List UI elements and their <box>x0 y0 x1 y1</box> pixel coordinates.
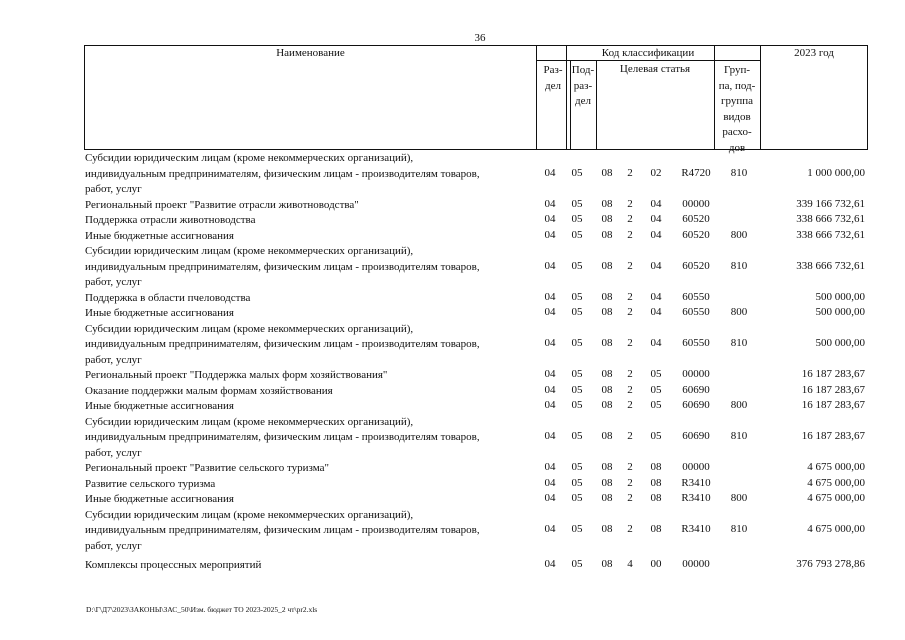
header-year: 2023 год <box>794 47 834 59</box>
cell-rz: 04 <box>544 306 556 318</box>
cell-amount: 4 675 000,00 <box>807 523 865 535</box>
cell-cs3: 04 <box>650 337 662 349</box>
row-name-line: работ, услуг <box>85 353 142 366</box>
cell-cs2: 2 <box>627 383 633 396</box>
cell-rz: 04 <box>544 476 556 489</box>
cell-cs1: 08 <box>601 306 613 318</box>
cell-vr: 810 <box>730 259 748 272</box>
cell-rz: 04 <box>544 213 556 225</box>
cell-cs2: 2 <box>627 430 633 442</box>
cell-cs1: 08 <box>601 213 613 225</box>
row-name <box>85 415 535 462</box>
cell-cs2: 2 <box>627 213 633 225</box>
row-name-line: Субсидии юридическим лицам (кроме некоммерческих организаций), <box>85 245 414 257</box>
cell-amount: 4 675 000,00 <box>807 476 865 489</box>
cell-amount: 4 675 000,00 <box>807 461 865 473</box>
cell-cs4: 60550 <box>682 290 710 303</box>
cell-cs1: 08 <box>601 399 613 411</box>
row-name-line: работ, услуг <box>85 183 142 195</box>
cell-amount: 338 666 732,61 <box>796 213 865 225</box>
row-name <box>85 151 535 198</box>
cell-cs4: 60520 <box>682 259 710 272</box>
cell-pr: 05 <box>571 259 583 272</box>
cell-cs2: 2 <box>627 306 633 318</box>
cell-cs1: 08 <box>601 228 613 241</box>
cell-pr: 05 <box>571 337 583 349</box>
cell-cs3: 02 <box>650 166 662 179</box>
cell-pr: 05 <box>571 461 583 473</box>
table-row <box>0 477 905 493</box>
row-name <box>85 322 535 369</box>
cell-rz: 04 <box>544 197 556 210</box>
cell-pr: 05 <box>571 383 583 396</box>
cell-cs3: 08 <box>650 523 662 535</box>
cell-cs2: 4 <box>627 558 633 570</box>
cell-rz: 04 <box>544 558 556 570</box>
cell-vr: 810 <box>730 523 748 535</box>
row-name-line: Субсидии юридическим лицам (кроме некоммерческих организаций), <box>85 322 414 335</box>
cell-cs2: 2 <box>627 228 633 241</box>
cell-cs2: 2 <box>627 476 633 489</box>
row-name-line: Региональный проект "Развитие отрасли животноводства" <box>85 198 359 211</box>
row-name-line: Субсидии юридическим лицам (кроме некоммерческих организаций), <box>85 152 414 164</box>
row-name-line: индивидуальным предпринимателям, физическим лицам - производителям товаров, <box>85 167 480 180</box>
cell-cs3: 04 <box>650 197 662 210</box>
cell-cs4: 00000 <box>682 461 710 473</box>
cell-cs1: 08 <box>601 430 613 442</box>
cell-cs3: 04 <box>650 228 662 241</box>
cell-rz: 04 <box>544 290 556 303</box>
table-row <box>0 229 905 245</box>
cell-vr: 810 <box>730 430 748 442</box>
table-row <box>0 492 905 508</box>
table-row <box>0 399 905 415</box>
header-classification-code: Код классификации <box>601 47 695 59</box>
cell-pr: 05 <box>571 476 583 489</box>
cell-amount: 338 666 732,61 <box>796 259 865 272</box>
cell-cs1: 08 <box>601 197 613 210</box>
cell-cs1: 08 <box>601 166 613 179</box>
row-name-line: Иные бюджетные ассигнования <box>85 229 234 242</box>
header-section <box>536 63 570 94</box>
row-name-line: работ, услуг <box>85 446 142 459</box>
table-row <box>0 151 905 198</box>
section-line: Раз- <box>543 64 563 76</box>
cell-vr: 810 <box>730 166 748 179</box>
cell-vr: 800 <box>730 399 748 411</box>
row-name <box>85 244 535 291</box>
cell-cs3: 05 <box>650 383 662 396</box>
cell-cs4: 60690 <box>682 399 710 411</box>
cell-cs1: 08 <box>601 259 613 272</box>
cell-cs2: 2 <box>627 166 633 179</box>
cell-pr: 05 <box>571 166 583 179</box>
cell-amount: 1 000 000,00 <box>807 166 865 179</box>
group-line: дов <box>728 141 746 154</box>
cell-pr: 05 <box>571 290 583 303</box>
row-name-line: Поддержка отрасли животноводства <box>85 214 256 226</box>
row-name-line: Комплексы процессных мероприятий <box>85 559 262 571</box>
page-number: 36 <box>474 32 486 44</box>
cell-rz: 04 <box>544 337 556 349</box>
cell-amount: 16 187 283,67 <box>801 383 865 396</box>
table-row <box>0 384 905 400</box>
cell-cs1: 08 <box>601 368 613 380</box>
row-name <box>85 508 535 555</box>
cell-rz: 04 <box>544 492 556 504</box>
cell-cs2: 2 <box>627 337 633 349</box>
cell-cs2: 2 <box>627 259 633 272</box>
cell-cs4: 00000 <box>682 368 710 380</box>
cell-amount: 16 187 283,67 <box>801 430 865 442</box>
cell-cs4: R3410 <box>681 523 711 535</box>
row-name-line: Региональный проект "Поддержка малых форм хозяйствования" <box>85 369 388 381</box>
cell-cs2: 2 <box>627 523 633 535</box>
cell-cs3: 04 <box>650 213 662 225</box>
cell-amount: 338 666 732,61 <box>796 228 865 241</box>
cell-cs3: 04 <box>650 306 662 318</box>
cell-amount: 4 675 000,00 <box>807 492 865 504</box>
row-name <box>85 229 535 245</box>
section-line: дел <box>545 79 561 92</box>
cell-cs4: 60520 <box>682 213 710 225</box>
group-line: группа <box>720 95 754 107</box>
table-row <box>0 198 905 214</box>
table-header <box>84 45 868 154</box>
cell-cs4: 60520 <box>682 228 710 241</box>
cell-cs4: 60690 <box>682 383 710 396</box>
row-name <box>85 399 535 415</box>
cell-vr: 810 <box>730 337 748 349</box>
cell-cs1: 08 <box>601 558 613 570</box>
cell-cs3: 00 <box>650 558 662 570</box>
row-name-line: работ, услуг <box>85 276 142 288</box>
cell-amount: 339 166 732,61 <box>796 197 865 210</box>
table-row <box>0 368 905 384</box>
table-row <box>0 558 905 574</box>
row-name <box>85 368 535 384</box>
cell-cs2: 2 <box>627 368 633 380</box>
cell-pr: 05 <box>571 558 583 570</box>
subsection-line: дел <box>575 95 591 107</box>
cell-cs3: 05 <box>650 399 662 411</box>
cell-cs3: 05 <box>650 368 662 380</box>
cell-cs3: 05 <box>650 430 662 442</box>
cell-amount: 500 000,00 <box>815 337 865 349</box>
cell-vr: 800 <box>730 228 748 241</box>
table-row <box>0 322 905 369</box>
cell-cs1: 08 <box>601 461 613 473</box>
row-name-line: Иные бюджетные ассигнования <box>85 307 234 319</box>
group-line: па, под- <box>718 79 756 92</box>
cell-cs1: 08 <box>601 290 613 303</box>
row-name-line: индивидуальным предпринимателям, физическим лицам - производителям товаров, <box>85 524 480 536</box>
cell-pr: 05 <box>571 492 583 504</box>
row-name-line: Поддержка в области пчеловодства <box>85 291 251 304</box>
cell-cs4: 00000 <box>682 558 710 570</box>
cell-vr: 800 <box>730 306 748 318</box>
cell-rz: 04 <box>544 399 556 411</box>
cell-cs4: 60690 <box>682 430 710 442</box>
row-name-line: Региональный проект "Развитие сельского туризма" <box>85 462 329 474</box>
table-row <box>0 461 905 477</box>
subsection-line: Под- <box>571 64 595 76</box>
row-name-line: Развитие сельского туризма <box>85 477 216 490</box>
cell-cs4: 60550 <box>682 306 710 318</box>
cell-rz: 04 <box>544 259 556 272</box>
cell-cs1: 08 <box>601 492 613 504</box>
cell-cs3: 04 <box>650 290 662 303</box>
table-row <box>0 244 905 291</box>
cell-cs2: 2 <box>627 290 633 303</box>
row-name <box>85 291 535 307</box>
header-subsection <box>570 63 596 110</box>
row-name-line: Субсидии юридическим лицам (кроме некоммерческих организаций), <box>85 415 414 428</box>
cell-cs3: 08 <box>650 492 662 504</box>
row-name-line: Оказание поддержки малым формам хозяйствования <box>85 384 333 397</box>
cell-pr: 05 <box>571 523 583 535</box>
cell-cs4: 60550 <box>682 337 710 349</box>
row-name <box>85 492 535 508</box>
table-row <box>0 306 905 322</box>
row-name-line: индивидуальным предпринимателям, физическим лицам - производителям товаров, <box>85 338 480 350</box>
table-row <box>0 213 905 229</box>
row-name <box>85 477 535 493</box>
row-name-line: индивидуальным предпринимателям, физическим лицам - производителям товаров, <box>85 431 480 443</box>
table-row <box>0 415 905 462</box>
cell-pr: 05 <box>571 399 583 411</box>
cell-pr: 05 <box>571 197 583 210</box>
group-line: Груп- <box>723 64 751 76</box>
table-row <box>0 291 905 307</box>
cell-cs4: R4720 <box>681 166 711 179</box>
row-name <box>85 213 535 229</box>
row-name-line: индивидуальным предпринимателям, физическим лицам - производителям товаров, <box>85 260 480 273</box>
cell-rz: 04 <box>544 383 556 396</box>
cell-cs4: 00000 <box>682 197 710 210</box>
cell-amount: 16 187 283,67 <box>801 399 865 411</box>
row-name <box>85 461 535 477</box>
header-name: Наименование <box>276 47 345 59</box>
subsection-line: раз- <box>573 79 593 92</box>
cell-amount: 500 000,00 <box>815 290 865 303</box>
footer-file-path: D:\Г\Д7\2023\ЗАКОНЫ\ЗАС_50\Изм. бюджет ТО 2023-2025_2 чт\pr2.xls <box>86 605 318 614</box>
cell-cs2: 2 <box>627 197 633 210</box>
row-name-line: Иные бюджетные ассигнования <box>85 400 234 412</box>
cell-cs1: 08 <box>601 337 613 349</box>
row-name <box>85 558 535 574</box>
cell-cs2: 2 <box>627 399 633 411</box>
cell-rz: 04 <box>544 523 556 535</box>
cell-pr: 05 <box>571 228 583 241</box>
row-name <box>85 306 535 322</box>
cell-cs1: 08 <box>601 383 613 396</box>
row-name <box>85 198 535 214</box>
cell-cs4: R3410 <box>681 492 711 504</box>
row-name-line: Субсидии юридическим лицам (кроме некоммерческих организаций), <box>85 508 414 521</box>
cell-cs3: 08 <box>650 461 662 473</box>
cell-cs3: 08 <box>650 476 662 489</box>
cell-rz: 04 <box>544 228 556 241</box>
cell-pr: 05 <box>571 430 583 442</box>
cell-cs2: 2 <box>627 461 633 473</box>
cell-rz: 04 <box>544 368 556 380</box>
group-line: расхо- <box>722 126 752 138</box>
cell-cs2: 2 <box>627 492 633 504</box>
cell-cs3: 04 <box>650 259 662 272</box>
row-name-line: работ, услуг <box>85 539 142 552</box>
header-expense-group <box>714 63 760 156</box>
row-name <box>85 384 535 400</box>
cell-pr: 05 <box>571 368 583 380</box>
cell-pr: 05 <box>571 213 583 225</box>
cell-pr: 05 <box>571 306 583 318</box>
table-row <box>0 508 905 555</box>
cell-amount: 376 793 278,86 <box>796 558 865 570</box>
cell-rz: 04 <box>544 166 556 179</box>
row-name-line: Иные бюджетные ассигнования <box>85 493 234 505</box>
header-target-article: Целевая статья <box>619 63 691 75</box>
cell-amount: 500 000,00 <box>815 306 865 318</box>
cell-vr: 800 <box>730 492 748 504</box>
cell-rz: 04 <box>544 430 556 442</box>
cell-cs1: 08 <box>601 476 613 489</box>
cell-cs1: 08 <box>601 523 613 535</box>
group-line: видов <box>723 110 751 123</box>
cell-cs4: R3410 <box>681 476 711 489</box>
cell-amount: 16 187 283,67 <box>801 368 865 380</box>
cell-rz: 04 <box>544 461 556 473</box>
